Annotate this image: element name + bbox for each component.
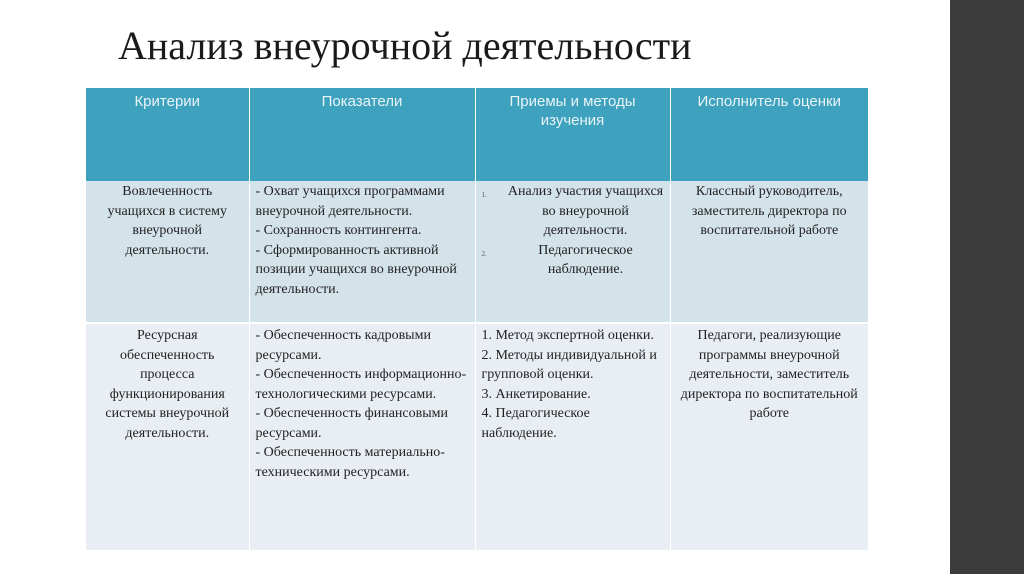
row2-indicators	[249, 323, 475, 550]
method-text: Педагогическое наблюдение.	[538, 242, 633, 277]
method-item	[482, 241, 664, 280]
header-criteria: Критерии	[86, 88, 249, 181]
slide-side-bar	[950, 0, 1024, 574]
method-number: 2.	[481, 249, 487, 258]
header-indicators: Показатели	[249, 88, 475, 181]
analysis-table-container	[86, 88, 868, 546]
method-text: Анализ участия учащихся во внеурочной деятельности.	[507, 184, 664, 238]
method-item: 4. Педагогическое наблюдение.	[481, 406, 590, 441]
row1-executor: Классный руководитель, заместитель директора по воспитательной работе	[670, 181, 868, 323]
method-item: 3. Анкетирование.	[481, 386, 591, 402]
row1-criteria: Вовлеченность учащихся в систему внеурочной деятельности.	[86, 181, 249, 323]
indicator-item: - Сформированность активной позиции учащихся во внеурочной деятельности.	[255, 242, 457, 297]
table-row	[86, 181, 868, 323]
table-row	[86, 323, 868, 550]
table-header-row	[86, 88, 868, 181]
row1-indicators	[249, 181, 475, 323]
method-item: 1. Метод экспертной оценки.	[481, 328, 654, 343]
indicator-item: - Обеспеченность информационно-технологическими ресурсами.	[255, 367, 467, 402]
row2-criteria: Ресурсная обеспеченность процесса функционирования системы внеурочной деятельности.	[86, 323, 249, 550]
indicator-item: - Сохранность контингента.	[255, 223, 422, 238]
indicator-item: - Обеспеченность материально-техническими ресурсами.	[255, 445, 445, 480]
method-item: 2. Методы индивидуальной и групповой оценки.	[481, 347, 657, 382]
method-item	[482, 182, 664, 241]
method-number: 1.	[481, 191, 487, 199]
indicator-item: - Обеспеченность финансовыми ресурсами.	[255, 406, 448, 441]
row1-methods	[475, 181, 670, 323]
header-executor: Исполнитель оценки	[670, 88, 868, 181]
analysis-table	[86, 88, 868, 550]
indicator-item: - Обеспеченность кадровыми ресурсами.	[255, 328, 431, 363]
row2-executor: Педагоги, реализующие программы внеурочной деятельности, заместитель директора по воспитательной работе	[670, 323, 868, 550]
row2-methods	[475, 323, 670, 550]
header-methods: Приемы и методы изучения	[475, 88, 670, 181]
indicator-item: - Охват учащихся программами внеурочной деятельности.	[255, 184, 445, 219]
slide-title: Анализ внеурочной деятельности	[118, 23, 692, 68]
